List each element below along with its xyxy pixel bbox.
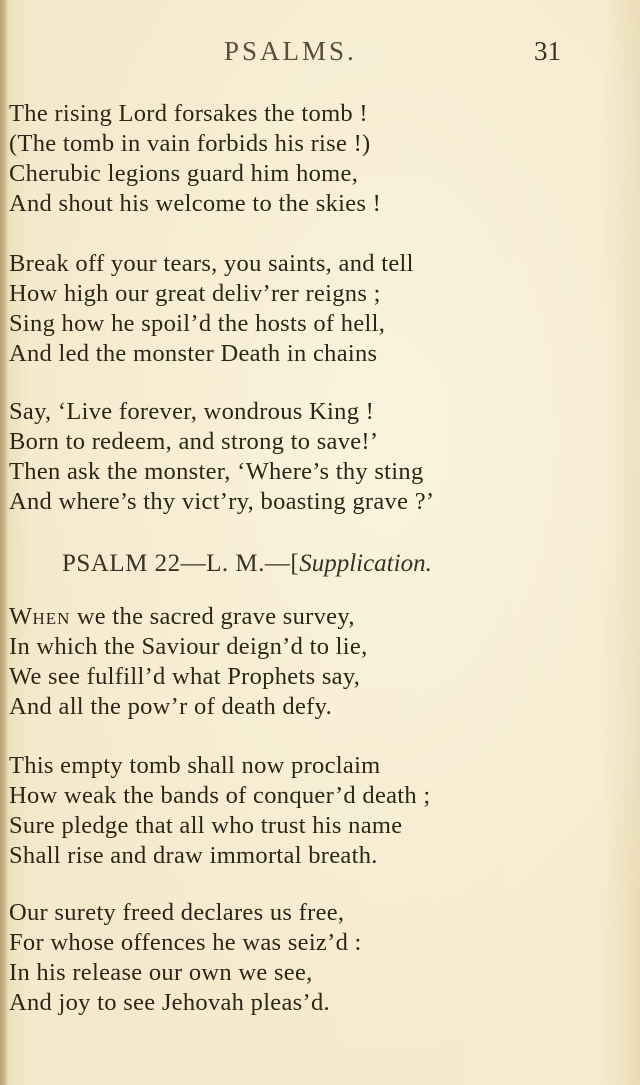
verse-line: And joy to see Jehovah pleas’d.	[9, 989, 330, 1016]
verse-line: Then ask the monster, ‘Where’s thy sting	[9, 458, 424, 485]
verse-line: The rising Lord forsakes the tomb !	[9, 100, 368, 127]
stanza-5	[9, 751, 569, 871]
verse-line: And all the pow’r of death defy.	[9, 693, 333, 720]
drop-initial: W	[9, 603, 33, 630]
verse-line: How weak the bands of conquer’d death ;	[9, 782, 431, 809]
verse-line: Sing how he spoil’d the hosts of hell,	[9, 310, 386, 337]
first-word-smallcaps: HEN	[32, 609, 71, 628]
page-gutter	[0, 0, 7, 1085]
stanza-3	[9, 397, 569, 517]
verse-line-first	[9, 602, 569, 632]
verse-line: And led the monster Death in chains	[9, 340, 378, 367]
verse-line: In which the Saviour deign’d to lie,	[9, 633, 368, 660]
psalm-title: PSALM 22—L. M.—[	[62, 550, 300, 577]
page-header	[0, 36, 640, 72]
first-line-rest: we the sacred grave survey,	[70, 603, 355, 630]
verse-line: Break off your tears, you saints, and tell	[9, 250, 414, 277]
psalm-subject: Supplication.	[299, 550, 432, 577]
verse-line: How high our great deliv’rer reigns ;	[9, 280, 381, 307]
verse-line: Say, ‘Live forever, wondrous King !	[9, 398, 375, 425]
stanza-2	[9, 249, 569, 369]
verse-line: We see fulfill’d what Prophets say,	[9, 663, 361, 690]
verse-line: Born to redeem, and strong to save!’	[9, 428, 379, 455]
verse-line: Shall rise and draw immortal breath.	[9, 842, 378, 869]
stanza-4	[9, 602, 569, 722]
stanza-6	[9, 898, 569, 1018]
verse-line: Cherubic legions guard him home,	[9, 160, 359, 187]
psalm-heading	[62, 550, 432, 578]
verse-line: Sure pledge that all who trust his name	[9, 812, 403, 839]
page-number: 31	[534, 36, 561, 66]
verse-line: And shout his welcome to the skies !	[9, 190, 382, 217]
verse-line: This empty tomb shall now proclaim	[9, 752, 381, 779]
verse-line: In his release our own we see,	[9, 959, 313, 986]
stanza-1	[9, 99, 569, 219]
verse-line: Our surety freed declares us free,	[9, 899, 345, 926]
verse-line: For whose offences he was seiz’d :	[9, 929, 362, 956]
verse-line: And where’s thy vict’ry, boasting grave ?’	[9, 488, 435, 515]
verse-line: (The tomb in vain forbids his rise !)	[9, 130, 371, 157]
running-head: PSALMS.	[224, 36, 357, 66]
